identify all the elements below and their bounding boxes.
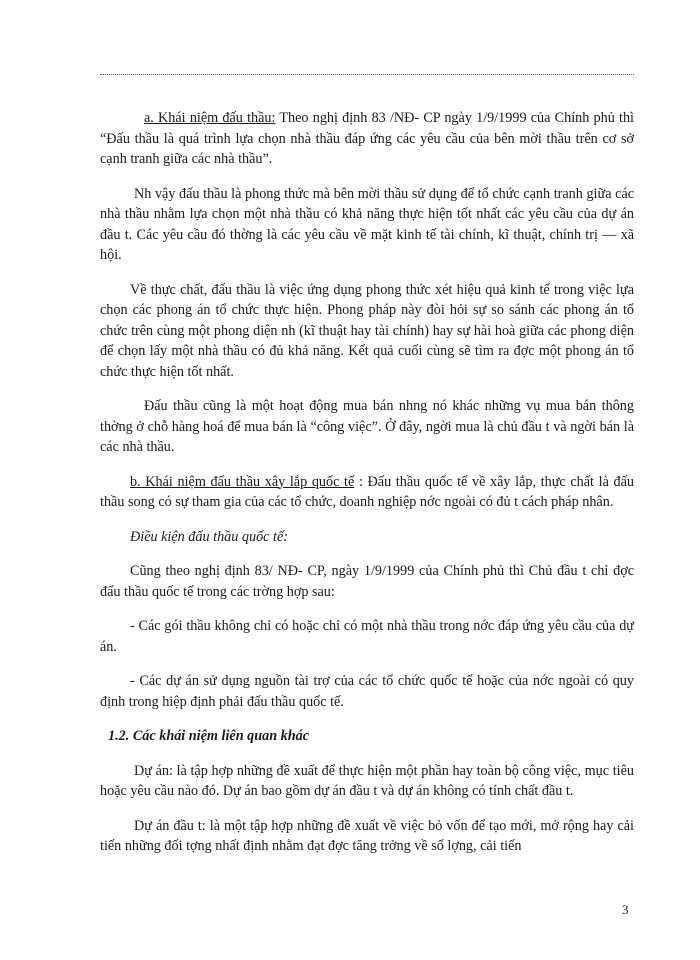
list-item: - Các gói thầu không chỉ có hoặc chỉ có một nhà thầu trong nớc đáp ứng yêu cầu của dự án. bbox=[100, 618, 634, 655]
document-body bbox=[100, 108, 634, 857]
header-dotted-rule bbox=[100, 74, 634, 75]
heading-bidding-concept: a. Khái niệm đấu thầu: bbox=[144, 110, 276, 126]
list-item: - Các dự án sử dụng nguồn tài trợ của các tổ chức quốc tế hoặc của nớc ngoài có quy định trong hiệp định phải đấu thầu quốc tế. bbox=[100, 673, 634, 710]
paragraph-text: : Đấu thầu quốc tế về xây lắp, thực chất là đấu thầu song có sự tham gia của các tổ chức, doanh nghiệp nớc ngoài có đủ t cách pháp nhân. bbox=[100, 473, 634, 510]
paragraph-intl-bidding bbox=[100, 472, 634, 513]
paragraph-text: Đấu thầu cũng là một hoạt động mua bán nhng nó khác những vụ mua bán thông thờng ở chỗ hàng hoá để mua bán là “công việc”. Ở đây, ngời mua là chủ đầu t và ngời bán là các nhà thầu. bbox=[100, 398, 634, 455]
paragraph-text: Về thực chất, đấu thầu là việc ứng dụng phong thức xét hiệu quả kinh tế trong việc lựa chọn các phong án tổ chức thực hiện. Phong pháp này đòi hỏi sự so sánh các phong án tổ chức trên cùng một phong diện nh (kĩ thuật hay tài chính) hay sự hài hoà giữa các phong diện để chọn lấy một nhà thầu có đủ khả năng. Kết quả cuối cùng sẽ tìm ra đợc một phong án tổ chức thực hiện tốt nhất. bbox=[100, 281, 634, 380]
paragraph-text: Dự án đầu t: là một tập hợp những đề xuất về việc bỏ vốn để tạo mới, mở rộng hay cải tiến những đối tợng nhất định nhằm đạt đợc tăng trởng về số lợng, cải tiến bbox=[100, 817, 634, 854]
paragraph-text: Theo nghị định 83 /NĐ- CP ngày 1/9/1999 của Chính phủ thì “Đấu thầu là quá trình lựa chọn nhà thầu đáp ứng các yêu cầu của bên mời thầu trên cơ sở cạnh tranh giữa các nhà thầu”. bbox=[100, 110, 634, 167]
paragraph-definition-bidding bbox=[100, 108, 634, 170]
page-number: 3 bbox=[622, 902, 629, 917]
paragraph-text: Cũng theo nghị định 83/ NĐ- CP, ngày 1/9/1999 của Chính phủ thì Chủ đầu t chỉ đợc đấu thầu quốc tế trong các trờng hợp sau: bbox=[100, 563, 634, 600]
heading-intl-bidding: b. Khái niệm đấu thầu xây lắp quốc tế bbox=[130, 473, 355, 490]
paragraph-text: Dự án: là tập hợp những đề xuất để thực hiện một phần hay toàn bộ công việc, mục tiêu hoặc yêu cầu nào đó. Dự án bao gồm dự án đầu t và dự án không có tính chất đầu t. bbox=[100, 762, 634, 799]
subheading-intl-conditions: Điều kiện đấu thầu quốc tế: bbox=[130, 528, 288, 545]
paragraph-text: Nh vậy đấu thầu là phong thức mà bên mời thầu sử dụng để tổ chức cạnh tranh giữa các nhà thầu nhằm lựa chọn một nhà thầu có khả năng thực hiện tốt nhất các yêu cầu của dự án đầu t. Các yêu cầu đó thờng là các yêu cầu về mặt kinh tế tài chính, kĩ thuật, chính trị — xã hội. bbox=[100, 185, 634, 263]
section-heading-related-concepts: 1.2. Các khái niệm liên quan khác bbox=[108, 728, 310, 744]
